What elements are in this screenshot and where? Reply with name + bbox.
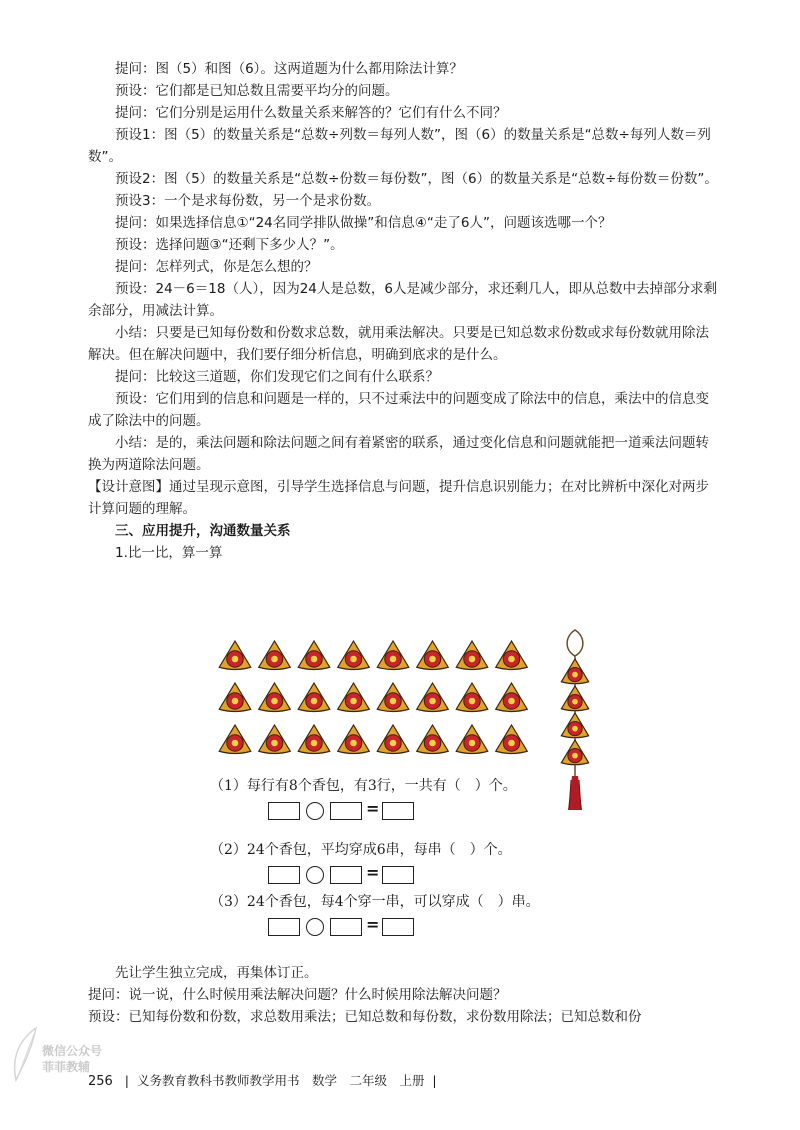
sachet-icon: [496, 725, 528, 754]
exercise-title: 1.比一比，算一算: [115, 545, 223, 561]
after-text: [88, 962, 718, 1028]
sachet-icon: [377, 725, 409, 754]
footer-separator: |: [428, 1073, 437, 1088]
sachet-string-picture: [550, 628, 600, 818]
text-line: 预设：选择问题③“还剩下多少人？”。: [115, 237, 344, 253]
sachet-icon: [259, 641, 291, 670]
sachet-icon: [219, 683, 251, 712]
sachet-icon: [298, 641, 330, 670]
sachet-icon: [219, 641, 251, 670]
text-line: 预设：24－6＝18（人），因为24人是总数，6人是减少部分，求还剩几人，即从总数中去掉部分求剩余部分，用减法计算。: [88, 281, 717, 319]
operator-circle[interactable]: [306, 918, 324, 936]
sachet-icon: [338, 725, 370, 754]
answer-box[interactable]: [330, 802, 362, 820]
sachet-icon: [298, 725, 330, 754]
sachet-icon: [561, 686, 588, 711]
watermark-line-1: 微信公众号: [42, 1044, 103, 1058]
sachet-icon: [417, 683, 449, 712]
text-line: 小结：是的，乘法问题和除法问题之间有着紧密的联系，通过变化信息和问题就能把一道乘法问题转换为两道除法问题。: [88, 435, 709, 473]
answer-box[interactable]: [268, 802, 300, 820]
answer-box[interactable]: [268, 866, 300, 884]
operator-circle[interactable]: [306, 802, 324, 820]
text-line: 提问：怎样列式，你是怎么想的？: [115, 259, 318, 275]
answer-box[interactable]: [330, 866, 362, 884]
text-line: 预设：它们用到的信息和问题是一样的，只不过乘法中的问题变成了除法中的信息，乘法中的信息变成了除法中的问题。: [88, 391, 709, 429]
design-intent-text: 通过呈现示意图，引导学生选择信息与问题，提升信息识别能力；在对比辨析中深化对两步计算问题的理解。: [88, 479, 709, 517]
page-number: 256: [88, 1074, 113, 1089]
text-line: 预设3：一个是求每份数，另一个是求份数。: [115, 193, 381, 209]
sachet-grid: [217, 636, 547, 766]
text-line: 提问：如果选择信息①“24名同学排队做操”和信息④“走了6人”，问题该选哪一个？: [115, 215, 612, 231]
body-text: [88, 58, 718, 564]
footer-separator: |: [116, 1073, 133, 1088]
equals-sign: =: [366, 915, 380, 934]
sachet-icon: [496, 683, 528, 712]
question-1: （1）每行有8个香包，有3行，一共有（ ）个。: [210, 778, 517, 794]
sachet-icon: [417, 725, 449, 754]
question-3: （3）24个香包，每4个穿一串，可以穿成（ ）串。: [210, 894, 540, 910]
text-line: 预设2：图（5）的数量关系是“总数÷份数＝每份数”，图（6）的数量关系是“总数÷每份数＝份数”。: [115, 171, 718, 187]
sachet-icon: [456, 683, 488, 712]
sachet-icon: [259, 683, 291, 712]
text-line: 预设：它们都是已知总数且需要平均分的问题。: [115, 83, 399, 99]
feather-icon: [6, 1024, 46, 1084]
sachet-icon: [417, 641, 449, 670]
design-intent-tag: 【设计意图】: [88, 479, 169, 495]
text-line: 预设1：图（5）的数量关系是“总数÷列数＝每列人数”，图（6）的数量关系是“总数÷每列人数＝列数”。: [88, 127, 711, 165]
answer-box[interactable]: [382, 918, 414, 936]
page-footer: [88, 1071, 437, 1089]
operator-circle[interactable]: [306, 866, 324, 884]
sachet-icon: [561, 713, 588, 738]
sachet-icon: [561, 740, 588, 765]
design-intent: [88, 476, 718, 520]
watermark-line-2: 菲菲教辅: [42, 1060, 91, 1074]
text-line: 预设：已知每份数和份数，求总数用乘法；已知总数和每份数，求份数用除法；已知总数和份: [88, 1009, 642, 1025]
text-line: 提问：比较这三道题，你们发现它们之间有什么联系？: [115, 369, 439, 385]
text-line: 提问：说一说，什么时候用乘法解决问题？什么时候用除法解决问题？: [88, 987, 507, 1003]
sachet-icon: [377, 641, 409, 670]
sachet-icon: [561, 659, 588, 684]
sachet-icon: [298, 683, 330, 712]
question-2: （2）24个香包，平均穿成6串，每串（ ）个。: [210, 842, 512, 858]
sachet-icon: [496, 641, 528, 670]
section-title: 三、应用提升，沟通数量关系: [115, 523, 291, 539]
sachet-icon: [338, 641, 370, 670]
answer-box[interactable]: [382, 866, 414, 884]
sachet-icon: [377, 683, 409, 712]
equals-sign: =: [366, 863, 380, 882]
sachet-icon: [338, 683, 370, 712]
text-line: 提问：图（5）和图（6）。这两道题为什么都用除法计算？: [115, 61, 463, 77]
book-title: 义务教育教科书教师教学用书 数学 二年级 上册: [136, 1073, 425, 1088]
sachet-icon: [219, 725, 251, 754]
answer-box[interactable]: [268, 918, 300, 936]
text-line: 提问：它们分别是运用什么数量关系来解答的？它们有什么不同？: [115, 105, 507, 121]
text-line: 小结：只要是已知每份数和份数求总数，就用乘法解决。只要是已知总数求份数或求每份数就用除法解决。但在解决问题中，我们要仔细分析信息，明确到底求的是什么。: [88, 325, 709, 363]
sachet-icon: [456, 641, 488, 670]
sachet-icon: [456, 725, 488, 754]
text-line: 先让学生独立完成，再集体订正。: [115, 965, 318, 981]
sachet-icon: [259, 725, 291, 754]
answer-box[interactable]: [330, 918, 362, 936]
answer-box[interactable]: [382, 802, 414, 820]
equals-sign: =: [366, 799, 380, 818]
